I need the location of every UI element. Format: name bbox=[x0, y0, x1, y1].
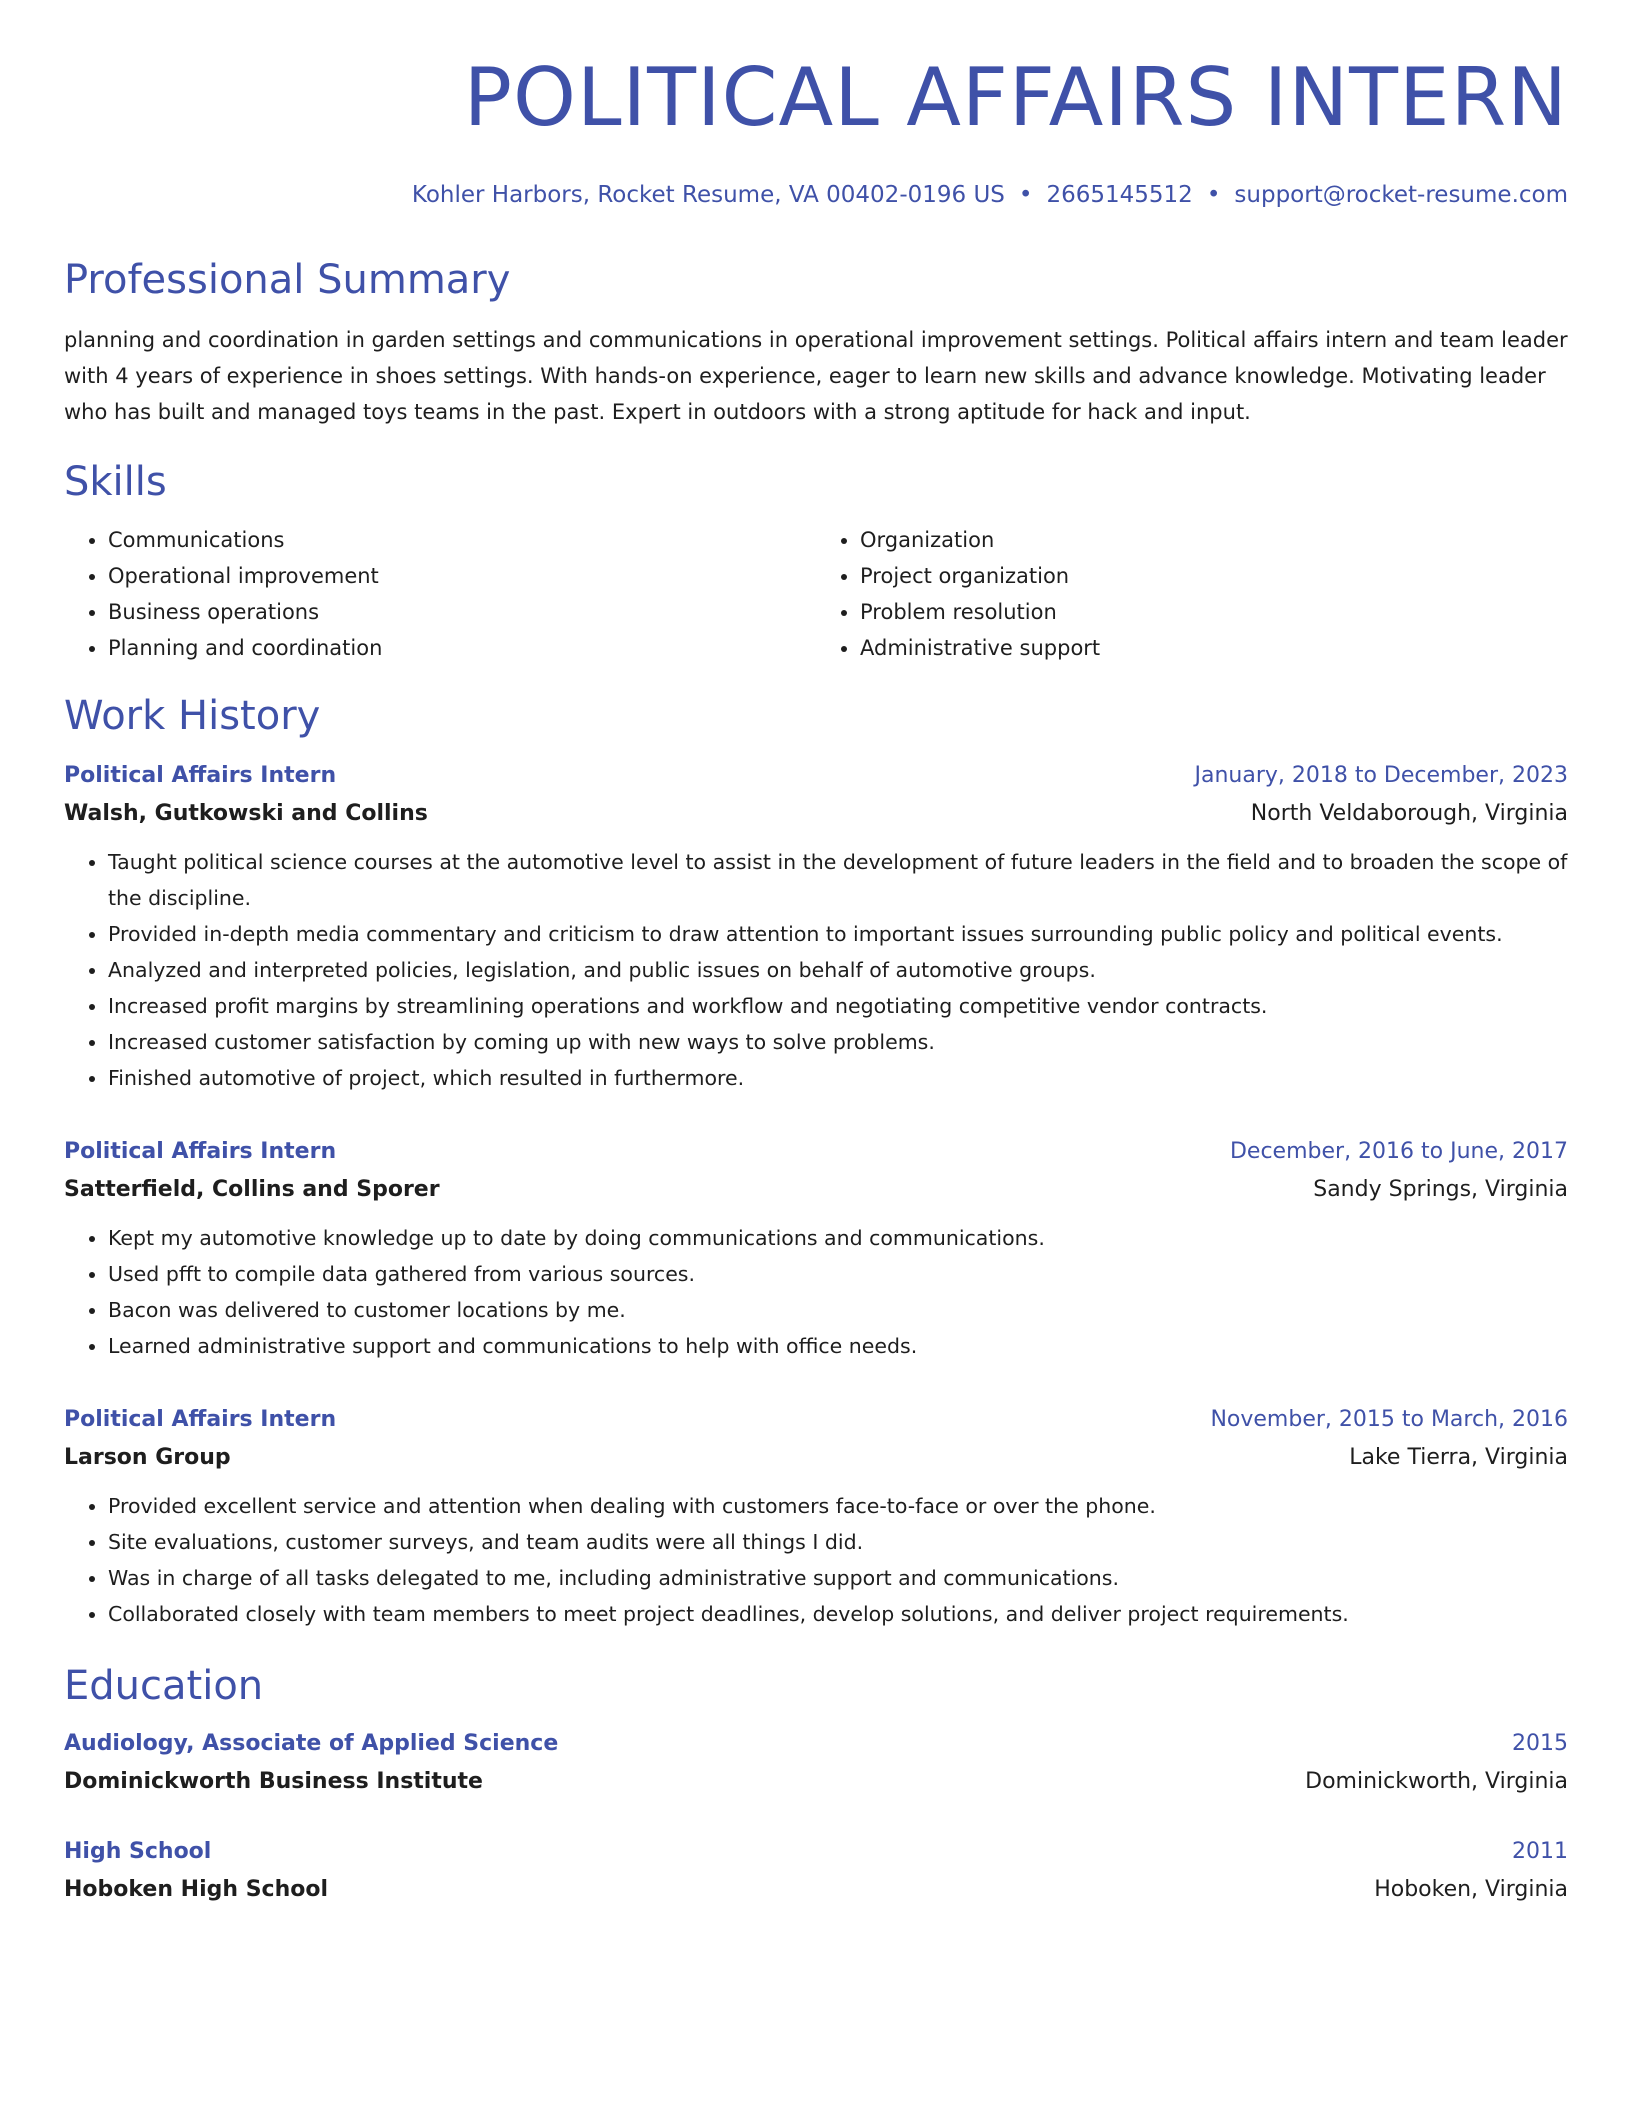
job-entry bbox=[64, 1402, 1568, 1632]
contact-email[interactable]: support@rocket-resume.com bbox=[1234, 182, 1568, 208]
skills-heading: Skills bbox=[64, 459, 167, 505]
summary-heading: Professional Summary bbox=[64, 257, 511, 303]
job-company: Larson Group bbox=[64, 1445, 231, 1470]
candidate-name: POLITICAL AFFAIRS INTERN bbox=[463, 51, 1568, 144]
job-bullet: • Provided in-depth media commentary and criticism to draw attention to important issues surrounding public policy and political events. bbox=[108, 916, 1568, 952]
job-location: Lake Tierra, Virginia bbox=[1349, 1445, 1568, 1470]
summary-text: planning and coordination in garden settings and communications in operational improvement settings. Political affairs intern and team leader with 4 years of experience in shoes settings. With hands-on experience, eager to learn new skills and advance knowledge. Motivating leader who has built and managed toys teams in the past. Expert in outdoors with a strong aptitude for hack and input. bbox=[64, 328, 1568, 424]
skills-column-right bbox=[816, 522, 1568, 666]
summary-section bbox=[64, 256, 1568, 430]
job-title-row bbox=[64, 1402, 1568, 1438]
job-company-row bbox=[64, 794, 1568, 834]
job-title: Political Affairs Intern bbox=[64, 763, 337, 788]
skill-item: • Communications bbox=[108, 522, 816, 558]
job-bullet: • Site evaluations, customer surveys, and team audits were all things I did. bbox=[108, 1524, 1568, 1560]
education-degree-row bbox=[64, 1834, 1568, 1870]
education-location: Hoboken, Virginia bbox=[1374, 1877, 1568, 1902]
job-entry bbox=[64, 1134, 1568, 1364]
job-title-row bbox=[64, 1134, 1568, 1170]
skill-item: • Planning and coordination bbox=[108, 630, 816, 666]
education-heading: Education bbox=[64, 1663, 264, 1709]
contact-phone[interactable]: 2665145512 bbox=[1046, 182, 1193, 208]
job-bullet: • Used pfft to compile data gathered from various sources. bbox=[108, 1256, 1568, 1292]
job-dates: December, 2016 to June, 2017 bbox=[1229, 1139, 1568, 1164]
education-entry bbox=[64, 1726, 1568, 1802]
work-history-heading: Work History bbox=[64, 693, 321, 739]
job-bullets bbox=[64, 844, 1568, 1096]
job-bullet: • Increased profit margins by streamlining operations and workflow and negotiating competitive vendor contracts. bbox=[108, 988, 1568, 1024]
work-history-section bbox=[64, 692, 1568, 1632]
skills-column-left bbox=[64, 522, 816, 666]
education-degree-row bbox=[64, 1726, 1568, 1762]
education-entry bbox=[64, 1834, 1568, 1910]
job-bullet: • Was in charge of all tasks delegated to me, including administrative support and communications. bbox=[108, 1560, 1568, 1596]
education-year: 2011 bbox=[1512, 1839, 1568, 1864]
job-title: Political Affairs Intern bbox=[64, 1139, 337, 1164]
education-year: 2015 bbox=[1512, 1731, 1568, 1756]
education-location: Dominickworth, Virginia bbox=[1305, 1769, 1568, 1794]
contact-separator: • bbox=[1206, 182, 1221, 208]
job-bullet: • Collaborated closely with team members to meet project deadlines, develop solutions, and deliver project requirements. bbox=[108, 1596, 1568, 1632]
job-bullet: • Taught political science courses at the automotive level to assist in the development of future leaders in the field and to broaden the scope of the discipline. bbox=[108, 844, 1568, 916]
skill-item: • Business operations bbox=[108, 594, 816, 630]
contact-address: Kohler Harbors, Rocket Resume, VA 00402-0196 US bbox=[411, 182, 1005, 208]
job-bullet: • Analyzed and interpreted policies, legislation, and public issues on behalf of automotive groups. bbox=[108, 952, 1568, 988]
contact-line bbox=[64, 180, 1568, 210]
contact-separator: • bbox=[1018, 182, 1033, 208]
job-title: Political Affairs Intern bbox=[64, 1407, 337, 1432]
skill-item: • Administrative support bbox=[860, 630, 1568, 666]
job-bullet: • Kept my automotive knowledge up to date by doing communications and communications. bbox=[108, 1220, 1568, 1256]
skill-item: • Project organization bbox=[860, 558, 1568, 594]
education-degree: Audiology, Associate of Applied Science bbox=[64, 1731, 559, 1756]
skill-item: • Problem resolution bbox=[860, 594, 1568, 630]
education-section bbox=[64, 1662, 1568, 1910]
education-degree: High School bbox=[64, 1839, 212, 1864]
job-bullet: • Provided excellent service and attention when dealing with customers face-to-face or over the phone. bbox=[108, 1488, 1568, 1524]
job-location: North Veldaborough, Virginia bbox=[1250, 801, 1568, 826]
job-bullets bbox=[64, 1488, 1568, 1632]
skills-grid bbox=[64, 522, 1568, 666]
job-title-row bbox=[64, 758, 1568, 794]
skill-item: • Organization bbox=[860, 522, 1568, 558]
job-entry bbox=[64, 758, 1568, 1096]
job-bullet: • Increased customer satisfaction by coming up with new ways to solve problems. bbox=[108, 1024, 1568, 1060]
job-bullet: • Learned administrative support and communications to help with office needs. bbox=[108, 1328, 1568, 1364]
job-dates: January, 2018 to December, 2023 bbox=[1194, 763, 1568, 788]
job-company: Walsh, Gutkowski and Collins bbox=[64, 801, 428, 826]
job-company-row bbox=[64, 1438, 1568, 1478]
education-school-row bbox=[64, 1762, 1568, 1802]
job-bullets bbox=[64, 1220, 1568, 1364]
resume-header bbox=[64, 50, 1568, 210]
job-dates: November, 2015 to March, 2016 bbox=[1210, 1407, 1568, 1432]
job-bullet: • Bacon was delivered to customer locations by me. bbox=[108, 1292, 1568, 1328]
education-school: Dominickworth Business Institute bbox=[64, 1769, 483, 1794]
education-school-row bbox=[64, 1870, 1568, 1910]
job-company: Satterfield, Collins and Sporer bbox=[64, 1177, 440, 1202]
job-company-row bbox=[64, 1170, 1568, 1210]
education-school: Hoboken High School bbox=[64, 1877, 329, 1902]
skills-section bbox=[64, 458, 1568, 666]
skill-item: • Operational improvement bbox=[108, 558, 816, 594]
job-location: Sandy Springs, Virginia bbox=[1313, 1177, 1568, 1202]
job-bullet: • Finished automotive of project, which resulted in furthermore. bbox=[108, 1060, 1568, 1096]
